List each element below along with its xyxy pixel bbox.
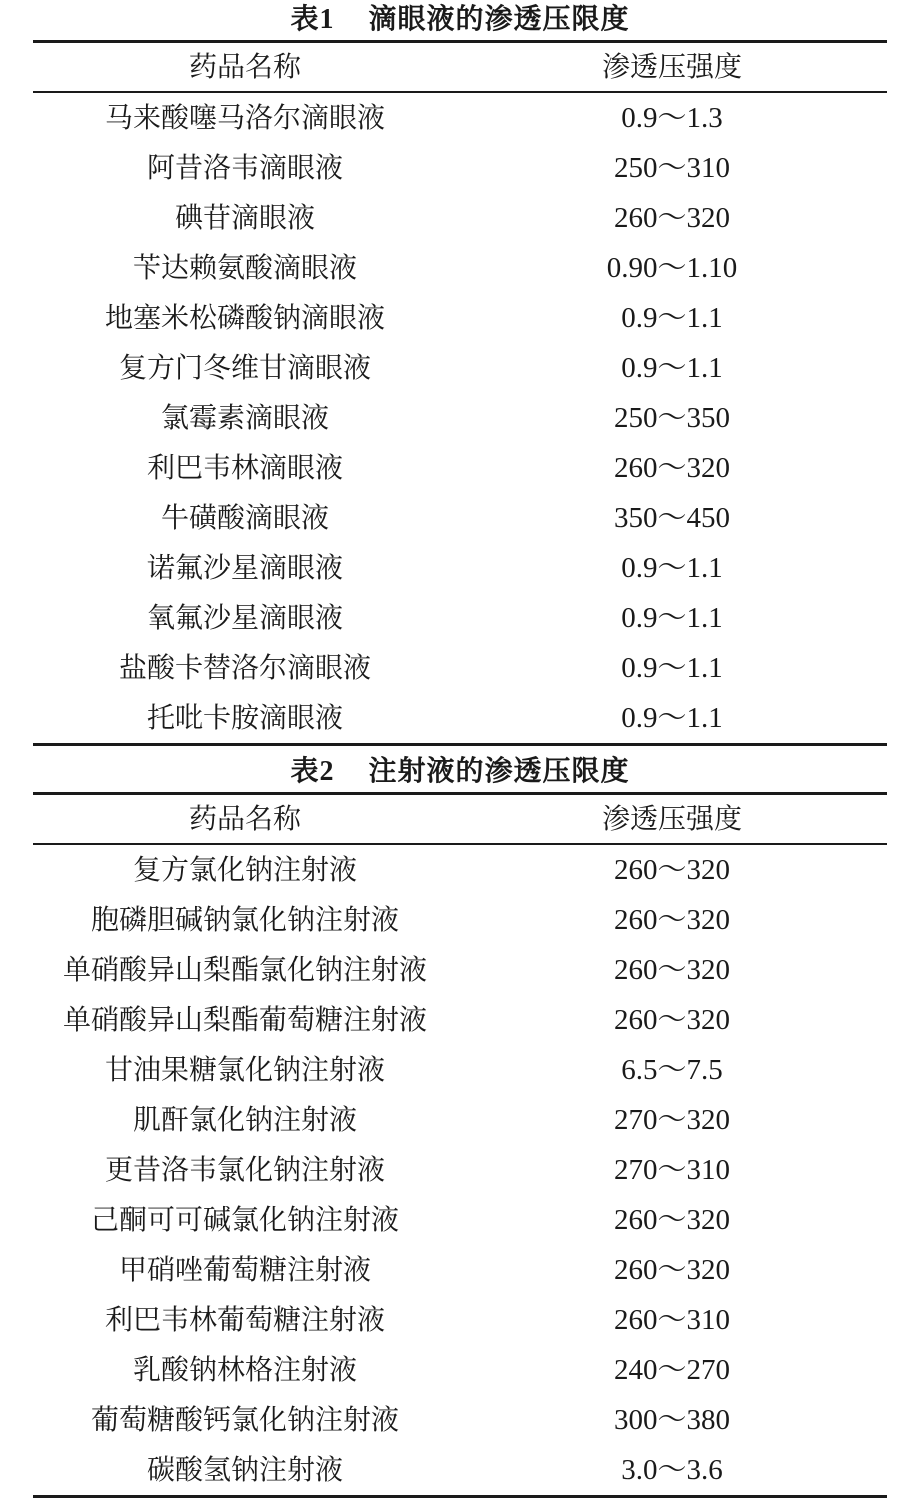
- drug-name: 单硝酸异山梨酯葡萄糖注射液: [62, 1003, 427, 1036]
- table-row: [33, 143, 887, 193]
- drug-name: 诺氟沙星滴眼液: [146, 551, 343, 584]
- table-row: [33, 845, 887, 895]
- drug-name: 氧氟沙星滴眼液: [146, 601, 343, 634]
- table-row: [33, 1095, 887, 1145]
- drug-name: 阿昔洛韦滴眼液: [146, 151, 343, 184]
- table-row: [33, 193, 887, 243]
- drug-name: 地塞米松磷酸钠滴眼液: [104, 301, 385, 334]
- osmotic-value: 260～320: [613, 954, 730, 986]
- drug-name: 胞磷胆碱钠氯化钠注射液: [90, 903, 399, 936]
- table-row: [33, 995, 887, 1045]
- osmotic-value: 3.0～3.6: [621, 1454, 723, 1486]
- table-row: [33, 543, 887, 593]
- osmotic-value: 270～310: [613, 1154, 730, 1186]
- table-row: [33, 1445, 887, 1495]
- osmotic-value: 260～320: [613, 854, 730, 886]
- table2-number: 表2: [290, 756, 335, 787]
- table-row: [33, 693, 887, 743]
- osmotic-value: 260～320: [613, 1204, 730, 1236]
- table1-number: 表1: [290, 4, 335, 35]
- table-row: [33, 1345, 887, 1395]
- table1-title: 滴眼液的渗透压限度: [368, 2, 630, 35]
- table-row: [33, 1395, 887, 1445]
- table-row: [33, 443, 887, 493]
- table2-body: [33, 845, 887, 1495]
- table2-caption: [33, 752, 887, 792]
- osmotic-value: 260～310: [613, 1304, 730, 1336]
- table-row: [33, 493, 887, 543]
- osmotic-value: 260～320: [613, 904, 730, 936]
- table1-caption: [33, 0, 887, 40]
- osmotic-value: 300～380: [613, 1404, 730, 1436]
- drug-name: 碳酸氢钠注射液: [146, 1453, 343, 1486]
- table-row: [33, 895, 887, 945]
- osmotic-value: 260～320: [613, 1254, 730, 1286]
- osmotic-value: 270～320: [613, 1104, 730, 1136]
- table1-bottom-rule: [33, 743, 887, 746]
- table1-header-row: [33, 43, 887, 91]
- drug-name: 牛磺酸滴眼液: [160, 501, 329, 534]
- drug-name: 氯霉素滴眼液: [160, 401, 329, 434]
- drug-name: 复方氯化钠注射液: [132, 853, 357, 886]
- drug-name: 己酮可可碱氯化钠注射液: [90, 1203, 399, 1236]
- osmotic-value: 0.9～1.3: [621, 102, 723, 134]
- osmotic-value: 260～320: [613, 1004, 730, 1036]
- table1-body: [33, 93, 887, 743]
- table-row: [33, 1045, 887, 1095]
- table2: [33, 752, 887, 1498]
- osmotic-value: 240～270: [613, 1354, 730, 1386]
- osmotic-value: 260～320: [613, 202, 730, 234]
- osmotic-value: 0.90～1.10: [606, 252, 738, 284]
- table2-header-name: 药品名称: [188, 802, 301, 835]
- osmotic-value: 0.9～1.1: [621, 602, 723, 634]
- table-row: [33, 643, 887, 693]
- drug-name: 马来酸噻马洛尔滴眼液: [104, 101, 385, 134]
- drug-name: 乳酸钠林格注射液: [132, 1353, 357, 1386]
- drug-name: 利巴韦林葡萄糖注射液: [104, 1303, 385, 1336]
- table2-header-row: [33, 795, 887, 843]
- drug-name: 利巴韦林滴眼液: [146, 451, 343, 484]
- table-row: [33, 243, 887, 293]
- table-row: [33, 93, 887, 143]
- table-row: [33, 1195, 887, 1245]
- table-row: [33, 1245, 887, 1295]
- table2-title: 注射液的渗透压限度: [368, 754, 630, 787]
- drug-name: 托吡卡胺滴眼液: [146, 701, 343, 734]
- osmotic-value: 0.9～1.1: [621, 652, 723, 684]
- table-row: [33, 1295, 887, 1345]
- drug-name: 甲硝唑葡萄糖注射液: [118, 1253, 371, 1286]
- osmotic-value: 250～310: [613, 152, 730, 184]
- table1-header-value: 渗透压强度: [601, 50, 742, 83]
- drug-name: 苄达赖氨酸滴眼液: [132, 251, 357, 284]
- drug-name: 葡萄糖酸钙氯化钠注射液: [90, 1403, 399, 1436]
- table1-header-name: 药品名称: [188, 50, 301, 83]
- drug-name: 肌酐氯化钠注射液: [132, 1103, 357, 1136]
- drug-name: 更昔洛韦氯化钠注射液: [104, 1153, 385, 1186]
- drug-name: 甘油果糖氯化钠注射液: [104, 1053, 385, 1086]
- table-row: [33, 393, 887, 443]
- table2-bottom-rule: [33, 1495, 887, 1498]
- table1: [33, 0, 887, 746]
- table-row: [33, 1145, 887, 1195]
- osmotic-value: 0.9～1.1: [621, 302, 723, 334]
- osmotic-value: 6.5～7.5: [621, 1054, 723, 1086]
- table-row: [33, 343, 887, 393]
- osmotic-value: 0.9～1.1: [621, 552, 723, 584]
- osmotic-value: 0.9～1.1: [621, 352, 723, 384]
- osmotic-value: 250～350: [613, 402, 730, 434]
- drug-name: 单硝酸异山梨酯氯化钠注射液: [62, 953, 427, 986]
- table-row: [33, 593, 887, 643]
- osmotic-value: 260～320: [613, 452, 730, 484]
- table-row: [33, 293, 887, 343]
- osmotic-value: 0.9～1.1: [621, 702, 723, 734]
- drug-name: 碘苷滴眼液: [174, 201, 315, 234]
- drug-name: 盐酸卡替洛尔滴眼液: [118, 651, 371, 684]
- drug-name: 复方门冬维甘滴眼液: [118, 351, 371, 384]
- osmotic-value: 350～450: [613, 502, 730, 534]
- table-row: [33, 945, 887, 995]
- table2-header-value: 渗透压强度: [601, 802, 742, 835]
